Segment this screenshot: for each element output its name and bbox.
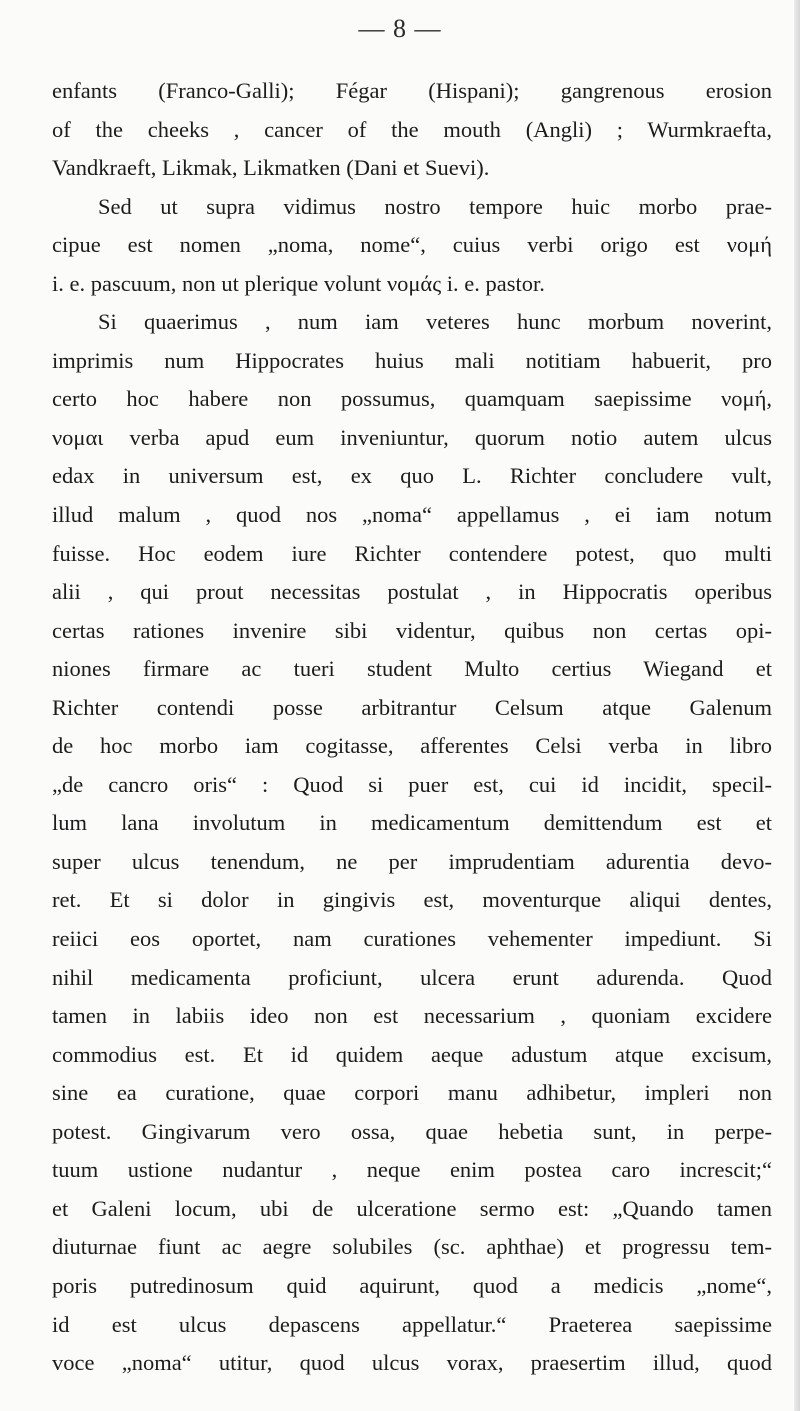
text-line: voce „noma“ utitur, quod ulcus vorax, praesertim illud, quod xyxy=(52,1350,772,1376)
text-line: edax in universum est, ex quo L. Richter concludere vult, xyxy=(52,463,772,489)
text-line: imprimis num Hippocrates huius mali notitiam habuerit, pro xyxy=(52,347,772,373)
text-line: certo hoc habere non possumus, quamquam saepissime νομή, xyxy=(52,386,772,412)
page-number: — 8 — xyxy=(358,14,442,43)
text-line: de hoc morbo iam cogitasse, afferentes Celsi verba in libro xyxy=(52,733,772,759)
text-line: of the cheeks , cancer of the mouth (Angli) ; Wurmkraefta, xyxy=(52,116,772,142)
text-line: ret. Et si dolor in gingivis est, moventurque aliqui dentes, xyxy=(52,887,772,913)
text-line: illud malum , quod nos „noma“ appellamus , ei iam notum xyxy=(52,502,772,528)
text-line: lum lana involutum in medicamentum demittendum est et xyxy=(52,810,772,836)
text-line: super ulcus tenendum, ne per imprudentiam adurentia devo- xyxy=(52,848,772,874)
text-line: fuisse. Hoc eodem iure Richter contendere potest, quo multi xyxy=(52,540,772,566)
page-edge xyxy=(794,0,800,1411)
text-line: enfants (Franco-Galli); Fégar (Hispani); gangrenous erosion xyxy=(52,78,772,103)
text-line: certas rationes invenire sibi videntur, quibus non certas opi- xyxy=(52,617,772,643)
text-line: diuturnae fiunt ac aegre solubiles (sc. aphthae) et progressu tem- xyxy=(52,1234,772,1260)
text-line: cipue est nomen „noma, nome“, cuius verbi origo est νομή xyxy=(52,232,772,258)
text-line: potest. Gingivarum vero ossa, quae hebetia sunt, in perpe- xyxy=(52,1118,772,1144)
text-line: id est ulcus depascens appellatur.“ Praeterea saepissime xyxy=(52,1311,772,1337)
text-line: reiici eos oportet, nam curationes vehementer impediunt. Si xyxy=(52,926,772,952)
text-line: i. e. pascuum, non ut plerique volunt νομάς i. e. pastor. xyxy=(52,270,545,296)
text-line: sine ea curatione, quae corpori manu adhibetur, impleri non xyxy=(52,1080,772,1106)
text-line: commodius est. Et id quidem aeque adustum atque excisum, xyxy=(52,1041,772,1067)
text-line: niones firmare ac tueri student Multo certius Wiegand et xyxy=(52,656,772,682)
text-line: alii , qui prout necessitas postulat , in Hippocratis operibus xyxy=(52,579,772,605)
text-line: nihil medicamenta proficiunt, ulcera erunt adurenda. Quod xyxy=(52,964,772,990)
text-line: Sed ut supra vidimus nostro tempore huic morbo prae- xyxy=(98,193,772,219)
text-line: poris putredinosum quid aquirunt, quod a medicis „nome“, xyxy=(52,1272,772,1298)
text-line: „de cancro oris“ : Quod si puer est, cui id incidit, specil- xyxy=(52,771,772,797)
text-line: νομαι verba apud eum inveniuntur, quorum notio autem ulcus xyxy=(52,424,772,450)
body-text xyxy=(52,72,772,1383)
text-line: Richter contendi posse arbitrantur Celsum atque Galenum xyxy=(52,694,772,720)
text-line: tamen in labiis ideo non est necessarium , quoniam excidere xyxy=(52,1003,772,1029)
text-line: Vandkraeft, Likmak, Likmatken (Dani et Suevi). xyxy=(52,155,490,181)
text-line: et Galeni locum, ubi de ulceratione sermo est: „Quando tamen xyxy=(52,1195,772,1221)
text-line: tuum ustione nudantur , neque enim postea caro increscit;“ xyxy=(52,1157,772,1183)
text-line: Si quaerimus , num iam veteres hunc morbum noverint, xyxy=(98,309,772,335)
